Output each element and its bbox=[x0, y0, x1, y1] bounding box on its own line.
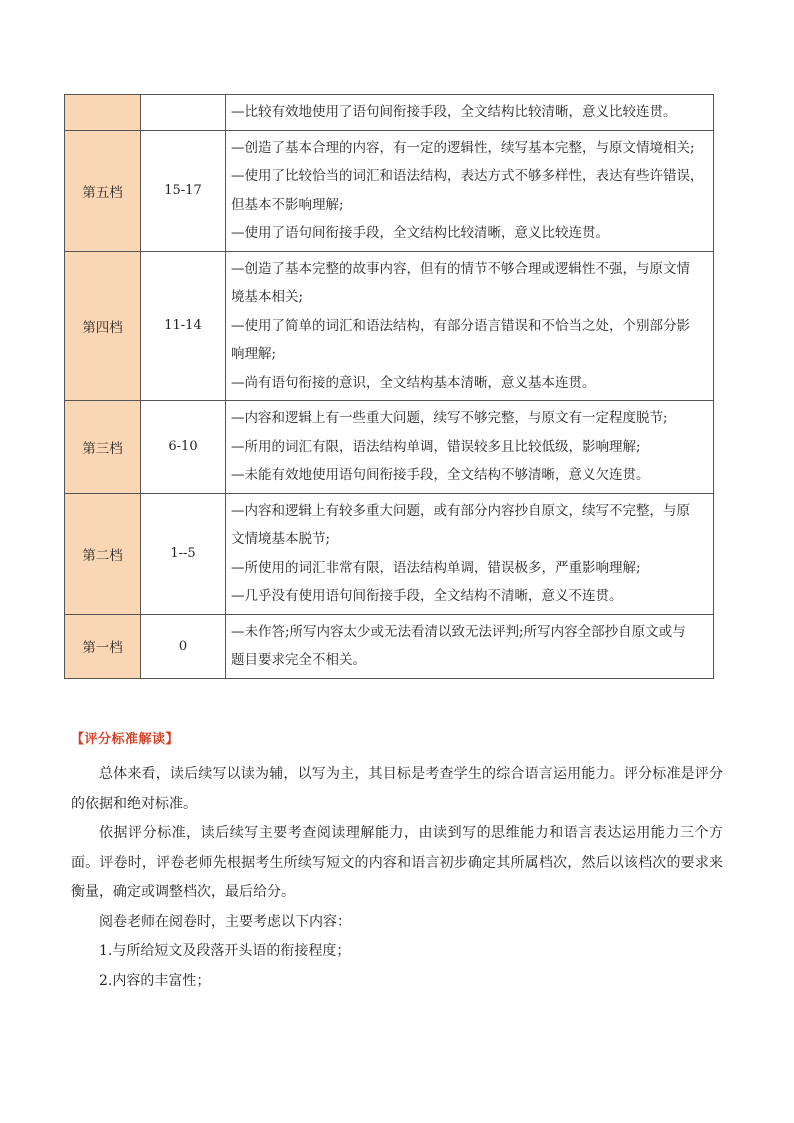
criteria-line: —使用了语句间衔接手段，全文结构比较清晰，意义比较连贯。 bbox=[231, 225, 609, 241]
criteria-line: —创造了基本完整的故事内容，但有的情节不够合理或逻辑性不强，与原文情 bbox=[231, 260, 690, 277]
criteria-line: 响理解; bbox=[231, 346, 277, 362]
grade-level-cell: 第二档 bbox=[65, 493, 141, 614]
criteria-line: —内容和逻辑上有较多重大问题，或有部分内容抄自原文，续写不完整，与原 bbox=[231, 502, 690, 519]
score-range-cell: 6-10 bbox=[141, 401, 226, 494]
grade-level-cell: 第五档 bbox=[65, 130, 141, 251]
criteria-line: —使用了比较恰当的词汇和语法结构，表达方式不够多样性，表达有些许错误， bbox=[231, 168, 704, 184]
grading-table-body bbox=[65, 95, 714, 679]
criteria-line: —内容和逻辑上有一些重大问题，续写不够完整，与原文有一定程度脱节; bbox=[231, 410, 668, 426]
grade-row bbox=[65, 401, 714, 494]
paragraph: 依据评分标准，读后续写主要考查阅读理解能力，由读到写的思维能力和语言表达运用能力三个方面。评卷时，评卷老师先根据考生所续写短文的内容和语言初步确定其所属档次，然后以该档次的要求来衡量，确定或调整档次，最后给分。 bbox=[71, 825, 723, 900]
criteria-line: —尚有语句衔接的意识，全文结构基本清晰，意义基本连贯。 bbox=[231, 374, 596, 391]
criteria-line: —未作答;所写内容太少或无法看清以致无法评判;所写内容全部抄自原文或与 bbox=[231, 623, 686, 640]
grade-level-cell: 第三档 bbox=[65, 401, 141, 494]
criteria-description-cell bbox=[226, 493, 714, 614]
score-range-cell: 1--5 bbox=[141, 493, 226, 614]
criteria-description-cell bbox=[226, 251, 714, 401]
grade-row bbox=[65, 95, 714, 131]
criteria-line: —所用的词汇有限，语法结构单调，错误较多且比较低级，影响理解; bbox=[231, 438, 641, 455]
criteria-description-cell bbox=[226, 401, 714, 494]
criteria-line: —创造了基本合理的内容，有一定的逻辑性，续写基本完整，与原文情境相关; bbox=[231, 139, 695, 156]
criteria-description-cell bbox=[226, 130, 714, 251]
score-range-cell: 11-14 bbox=[141, 251, 226, 401]
score-range-cell bbox=[141, 95, 226, 131]
criteria-line: —使用了简单的词汇和语法结构，有部分语言错误和不恰当之处，个别部分影 bbox=[231, 317, 690, 334]
paragraph: 阅卷老师在阅卷时，主要考虑以下内容： bbox=[99, 913, 351, 930]
score-range-cell: 15-17 bbox=[141, 130, 226, 251]
criteria-line: 题目要求完全不相关。 bbox=[231, 652, 366, 668]
grade-row bbox=[65, 493, 714, 614]
grade-level-cell bbox=[65, 95, 141, 131]
criteria-line: —比较有效地使用了语句间衔接手段，全文结构比较清晰，意义比较连贯。 bbox=[231, 104, 677, 120]
section-heading: 【评分标准解读】 bbox=[71, 732, 180, 747]
criteria-line: —几乎没有使用语句间衔接手段，全文结构不清晰，意义不连贯。 bbox=[231, 588, 623, 604]
grade-row bbox=[65, 130, 714, 251]
interpretation-body bbox=[71, 760, 723, 996]
score-range-cell: 0 bbox=[141, 614, 226, 678]
criteria-line: 境基本相关; bbox=[231, 289, 304, 305]
criteria-line: 文情境基本脱节; bbox=[231, 531, 331, 547]
paragraph: 总体来看，读后续写以读为辅，以写为主，其目标是考查学生的综合语言运用能力。评分标准是评分的依据和绝对标准。 bbox=[71, 766, 723, 812]
list-item: 2.内容的丰富性； bbox=[99, 972, 211, 989]
criteria-line: 但基本不影响理解; bbox=[231, 196, 344, 213]
grade-level-cell: 第四档 bbox=[65, 251, 141, 401]
grade-row bbox=[65, 251, 714, 401]
criteria-description-cell bbox=[226, 614, 714, 678]
criteria-line: —未能有效地使用语句间衔接手段，全文结构不够清晰，意义欠连贯。 bbox=[231, 467, 650, 483]
grading-table bbox=[64, 94, 714, 679]
grade-row bbox=[65, 614, 714, 678]
grade-level-cell: 第一档 bbox=[65, 614, 141, 678]
criteria-line: —所使用的词汇非常有限，语法结构单调，错误极多，严重影响理解; bbox=[231, 559, 641, 576]
list-item: 1.与所给短文及段落开头语的衔接程度； bbox=[99, 943, 351, 959]
criteria-description-cell bbox=[226, 95, 714, 131]
